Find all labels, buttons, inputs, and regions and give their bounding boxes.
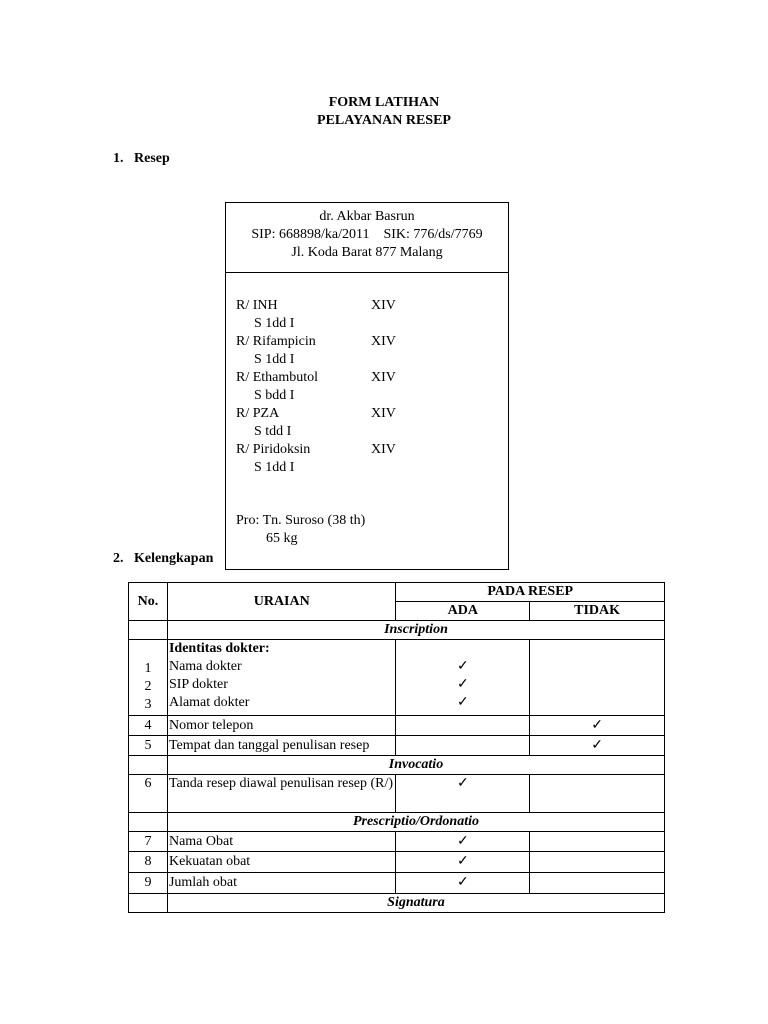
row-number: 9 [129,873,168,894]
prescription-header [226,203,508,273]
rx-qty: XIV [371,442,396,457]
rx-drug: R/ PZA [236,406,280,421]
rx-drug: R/ Rifampicin [236,334,316,349]
rx-signa: S tdd I [254,424,292,439]
header-pada-resep: PADA RESEP [396,583,665,602]
ada-cell [396,716,530,736]
empty-cell [129,621,168,640]
tidak-cell [530,736,665,756]
table-row [129,852,665,873]
check-icon: ✓ [456,659,469,674]
title-line-1: FORM LATIHAN [328,95,440,110]
ada-cell [396,640,530,716]
rx-qty: XIV [371,370,396,385]
rx-signa: S 1dd I [254,460,295,475]
check-icon: ✓ [456,833,469,849]
empty-cell [129,813,168,832]
ada-cell [396,852,530,873]
checklist-table [128,582,665,913]
table-row [129,736,665,756]
section-resep-heading: 1. Resep [113,151,170,166]
row-label: Tempat dan tanggal penulisan resep [167,736,396,756]
empty-cell [129,756,168,775]
doctor-license: SIP: 668898/ka/2011 SIK: 776/ds/7769 [251,227,483,242]
doctor-address: Jl. Koda Barat 877 Malang [291,245,443,260]
row-label: Alamat dokter [168,695,250,710]
header-ada: ADA [396,602,530,621]
row-label: SIP dokter [168,677,228,692]
ada-cell [396,873,530,894]
table-row [129,832,665,852]
row-number: 7 [129,832,168,852]
header-tidak: TIDAK [530,602,665,621]
section-kelengkapan-heading: 2. Kelengkapan [113,551,214,566]
category-signatura: Signatura [167,894,664,913]
rx-weight: 65 kg [266,531,298,546]
row-label: Jumlah obat [167,873,396,894]
ada-cell [396,832,530,852]
table-row [129,873,665,894]
row-label: Tanda resep diawal penulisan resep (R/) [167,775,396,813]
table-row [129,716,665,736]
row-number: 8 [129,852,168,873]
rx-qty: XIV [371,298,396,313]
ada-cell [396,736,530,756]
check-icon: ✓ [456,776,469,791]
table-row [129,775,665,813]
check-icon: ✓ [591,717,603,733]
check-icon: ✓ [591,737,603,753]
rx-drug: R/ Piridoksin [236,442,311,457]
rx-signa: S bdd I [254,388,295,403]
row-label: Nama Obat [167,832,396,852]
ada-cell [396,775,530,813]
row-label: Kekuatan obat [167,852,396,873]
check-icon: ✓ [456,875,469,890]
table-row-numbers: 1 2 3 [129,640,168,716]
rx-qty: XIV [371,406,396,421]
check-icon: ✓ [456,677,469,692]
table-row-identitas [167,640,396,716]
rx-qty: XIV [371,334,396,349]
tidak-cell [530,873,665,894]
category-prescriptio: Prescriptio/Ordonatio [167,813,664,832]
prescription-box [225,202,509,570]
tidak-cell [530,716,665,736]
tidak-cell [530,775,665,813]
check-icon: ✓ [456,854,469,869]
rx-patient: Pro: Tn. Suroso (38 th) [236,513,366,528]
rx-drug: R/ INH [236,298,278,313]
empty-cell [129,894,168,913]
tidak-cell [530,640,665,716]
row-number: 6 [129,775,168,813]
category-invocatio: Invocatio [167,756,664,775]
row-number: 4 [129,716,168,736]
rx-drug: R/ Ethambutol [236,370,319,385]
header-uraian: URAIAN [167,583,396,621]
header-no: No. [129,583,168,621]
identitas-label: Identitas dokter: [168,641,270,656]
row-number: 5 [129,736,168,756]
title-line-2: PELAYANAN RESEP [317,113,451,128]
category-inscription: Inscription [167,621,664,640]
rx-signa: S 1dd I [254,316,295,331]
check-icon: ✓ [456,695,469,710]
tidak-cell [530,832,665,852]
row-label: Nama dokter [168,659,242,674]
doctor-name: dr. Akbar Basrun [319,209,415,224]
tidak-cell [530,852,665,873]
rx-signa: S 1dd I [254,352,295,367]
row-label: Nomor telepon [167,716,396,736]
